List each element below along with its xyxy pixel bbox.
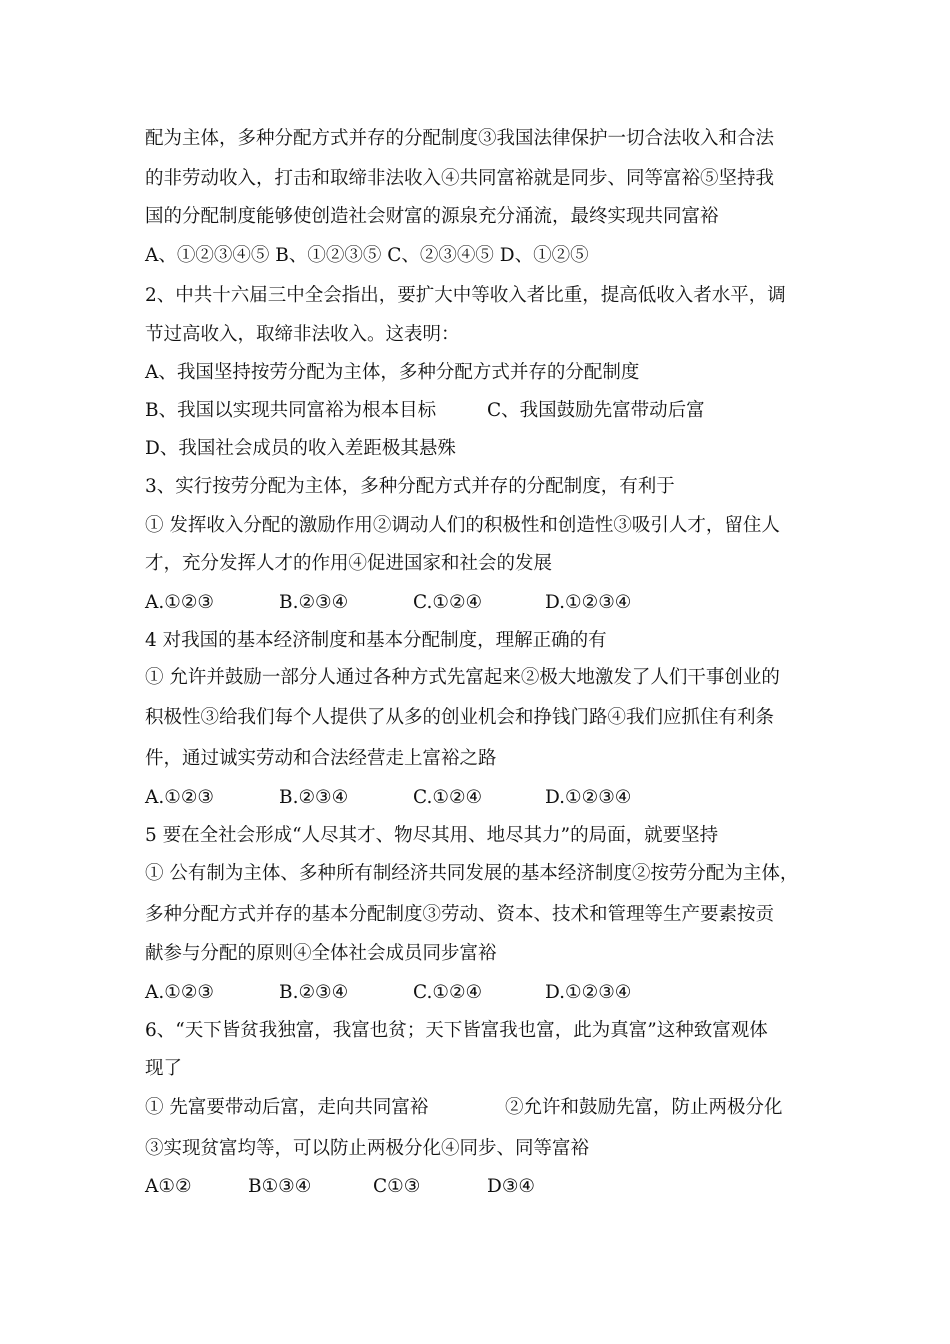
q1-text-line-2: 的非劳动收入，打击和取缔非法收入④共同富裕就是同步、同等富裕⑤坚持我 [145, 168, 775, 189]
q5-option-b: B.②③④ [279, 982, 349, 1003]
q5-stem-line-1: 5 要在全社会形成“人尽其才、物尽其用、地尽其力”的局面，就要坚持 [145, 825, 719, 846]
q6-statement-1: ① 先富要带动后富，走向共同富裕 [145, 1097, 429, 1118]
q3-option-d: D.①②③④ [545, 592, 632, 613]
q2-option-d: D、我国社会成员的收入差距极其悬殊 [145, 438, 456, 459]
q4-option-c: C.①②④ [413, 787, 483, 808]
q4-stem-line-1: 4 对我国的基本经济制度和基本分配制度，理解正确的有 [145, 630, 607, 651]
q2-option-b: B、我国以实现共同富裕为根本目标 [145, 400, 437, 421]
q3-option-b: B.②③④ [279, 592, 349, 613]
q3-stem-line-2: ① 发挥收入分配的激励作用②调动人们的积极性和创造性③吸引人才，留住人 [145, 515, 780, 536]
q4-stem-line-3: 积极性③给我们每个人提供了从多的创业机会和挣钱门路④我们应抓住有利条 [145, 707, 775, 728]
q5-stem-line-2: ① 公有制为主体、多种所有制经济共同发展的基本经济制度②按劳分配为主体， [145, 863, 799, 884]
q4-stem-line-4: 件，通过诚实劳动和合法经营走上富裕之路 [145, 748, 497, 769]
q1-options: A、①②③④⑤ B、①②③⑤ C、②③④⑤ D、①②⑤ [145, 245, 589, 266]
q5-stem-line-3: 多种分配方式并存的基本分配制度③劳动、资本、技术和管理等生产要素按贡 [145, 904, 775, 925]
q2-option-a: A、我国坚持按劳分配为主体，多种分配方式并存的分配制度 [145, 362, 640, 383]
q5-option-d: D.①②③④ [545, 982, 632, 1003]
q6-option-b: B①③④ [248, 1176, 312, 1197]
q6-statement-line-2: ③实现贫富均等，可以防止两极分化④同步、同等富裕 [145, 1138, 590, 1159]
q6-statement-2: ②允许和鼓励先富，防止两极分化 [505, 1097, 783, 1118]
q3-option-c: C.①②④ [413, 592, 483, 613]
q4-option-b: B.②③④ [279, 787, 349, 808]
q4-option-a: A.①②③ [145, 787, 214, 808]
q4-option-d: D.①②③④ [545, 787, 632, 808]
q1-text-line-3: 国的分配制度能够使创造社会财富的源泉充分涌流，最终实现共同富裕 [145, 206, 719, 227]
q3-stem-line-1: 3、实行按劳分配为主体，多种分配方式并存的分配制度，有利于 [145, 476, 675, 497]
q2-stem-line-2: 节过高收入，取缔非法收入。这表明： [145, 324, 460, 345]
q1-text-line-1: 配为主体，多种分配方式并存的分配制度③我国法律保护一切合法收入和合法 [145, 128, 775, 149]
q5-stem-line-4: 献参与分配的原则④全体社会成员同步富裕 [145, 943, 497, 964]
q3-option-a: A.①②③ [145, 592, 214, 613]
q6-option-a: A①② [145, 1176, 192, 1197]
q5-option-a: A.①②③ [145, 982, 214, 1003]
q2-stem-line-1: 2、中共十六届三中全会指出，要扩大中等收入者比重，提高低收入者水平，调 [145, 285, 786, 306]
q5-option-c: C.①②④ [413, 982, 483, 1003]
q6-stem-line-1: 6、“天下皆贫我独富，我富也贫；天下皆富我也富，此为真富”这种致富观体 [145, 1020, 768, 1041]
q6-stem-line-2: 现了 [145, 1058, 183, 1079]
q4-stem-line-2: ① 允许并鼓励一部分人通过各种方式先富起来②极大地激发了人们干事创业的 [145, 667, 780, 688]
q3-stem-line-3: 才，充分发挥人才的作用④促进国家和社会的发展 [145, 553, 553, 574]
q6-option-d: D③④ [487, 1176, 536, 1197]
q6-option-c: C①③ [373, 1176, 421, 1197]
q2-option-c: C、我国鼓励先富带动后富 [487, 400, 705, 421]
